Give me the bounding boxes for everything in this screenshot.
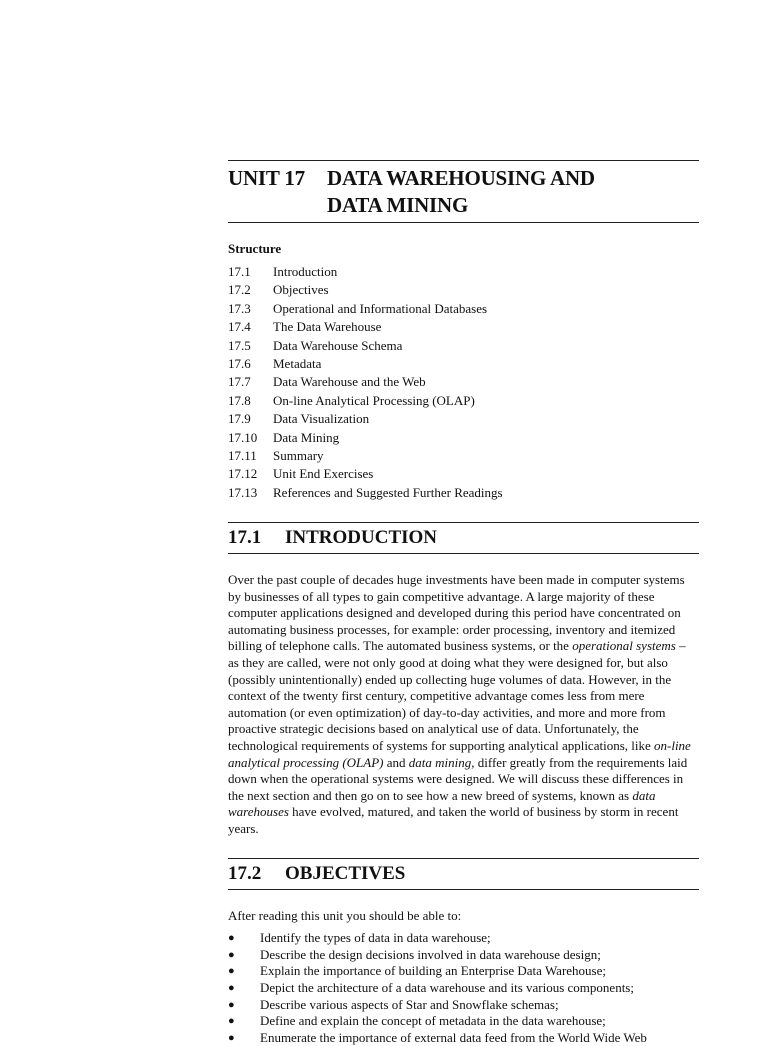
- structure-item-number: 17.9: [228, 411, 251, 427]
- structure-item-title: The Data Warehouse: [273, 319, 382, 335]
- objective-text: Define and explain the concept of metadata in the data warehouse;: [260, 1013, 606, 1029]
- structure-item-title: Data Mining: [273, 429, 340, 445]
- unit-bottom-rule: [228, 222, 699, 223]
- structure-item-number: 17.5: [228, 337, 251, 353]
- objective-text: Describe the design decisions involved in data warehouse design;: [260, 946, 601, 962]
- structure-item-number: 17.13: [228, 484, 258, 500]
- objectives-list: [228, 930, 699, 1046]
- structure-item: [228, 318, 699, 336]
- intro-text-5: have evolved, matured, and taken the world of business by storm in recent years.: [228, 804, 679, 836]
- bullet-icon: ●: [228, 948, 235, 961]
- intro-number: 17.1: [228, 527, 262, 549]
- intro-emphasis-olap: on-line analytical processing (OLAP): [228, 738, 691, 770]
- structure-item: [228, 392, 699, 410]
- structure-item-title: Summary: [273, 447, 324, 463]
- objective-item: [228, 1013, 699, 1030]
- structure-item-number: 17.7: [228, 374, 251, 390]
- structure-item-number: 17.8: [228, 392, 251, 408]
- objective-item: [228, 997, 699, 1014]
- structure-item-number: 17.1: [228, 264, 251, 279]
- structure-item: [228, 465, 699, 483]
- structure-item-title: Operational and Informational Databases: [273, 300, 488, 316]
- intro-bottom-rule: [228, 553, 699, 554]
- structure-item: [228, 337, 699, 355]
- structure-item: [228, 263, 699, 281]
- structure-item-title: Data Warehouse and the Web: [273, 374, 426, 390]
- structure-label: Structure: [228, 241, 282, 256]
- structure-item-number: 17.10: [228, 429, 258, 445]
- unit-title-line2: DATA MINING: [327, 193, 469, 217]
- bullet-icon: ●: [228, 981, 235, 994]
- bullet-icon: ●: [228, 1031, 235, 1044]
- structure-item: [228, 447, 699, 465]
- intro-emphasis-data-mining: data mining: [408, 754, 472, 770]
- intro-text-3: and: [383, 754, 409, 770]
- structure-item-title: References and Suggested Further Readings: [273, 484, 503, 500]
- intro-title: INTRODUCTION: [285, 527, 438, 549]
- structure-item: [228, 281, 699, 299]
- intro-paragraph: [228, 572, 699, 838]
- intro-emphasis-data-warehouses: data warehouses: [228, 787, 656, 820]
- unit-title: [327, 165, 595, 219]
- bullet-icon: ●: [228, 965, 235, 978]
- structure-item: [228, 300, 699, 318]
- intro-text-2: – as they are called, were not only good at doing what they were designed for, but also (possibly unintentionally) ended up collecting huge volumes of data. However, in the context of the twenty first century, competitive advantage comes less from mere automation (or even optimization) of day-to-day activities, and more and more from proactive strategic decisions based on analytical use of data. Unfortunately, the technological requirements of systems for supporting analytical applications, like: [228, 638, 686, 754]
- structure-list: [228, 263, 699, 502]
- objective-item: [228, 947, 699, 964]
- intro-text-1: Over the past couple of decades huge investments have been made in computer systems by businesses of all types to gain competitive advantage. A large majority of these computer applications designed and developed during this period have concentrated on automating business processes, for example: order processing, inventory and itemized billing of telephone calls. The automated business systems, or the: [228, 572, 685, 654]
- bullet-icon: ●: [228, 932, 235, 945]
- structure-item-number: 17.6: [228, 355, 251, 371]
- unit-title-line1: DATA WAREHOUSING AND: [327, 166, 595, 190]
- structure-item: [228, 355, 699, 373]
- structure-item-number: 17.11: [228, 447, 257, 463]
- objective-text: Depict the architecture of a data warehouse and its various components;: [260, 979, 634, 995]
- unit-number: UNIT 17: [228, 166, 305, 190]
- structure-item: [228, 429, 699, 447]
- objectives-heading: [228, 859, 699, 889]
- structure-item: [228, 484, 699, 502]
- objective-text: Identify the types of data in data warehouse;: [260, 930, 491, 946]
- structure-item-title: Introduction: [273, 264, 338, 279]
- structure-item: [228, 410, 699, 428]
- structure-item-title: Metadata: [273, 355, 322, 371]
- structure-item-number: 17.12: [228, 466, 258, 482]
- objective-item: [228, 980, 699, 997]
- structure-item-title: Objectives: [273, 282, 329, 298]
- structure-item-title: Unit End Exercises: [273, 466, 374, 482]
- objective-text: Explain the importance of building an Enterprise Data Warehouse;: [260, 963, 606, 979]
- structure-item-title: Data Visualization: [273, 411, 370, 427]
- structure-item-title: Data Warehouse Schema: [273, 337, 403, 353]
- structure-item-number: 17.4: [228, 319, 251, 335]
- objective-item: [228, 1030, 699, 1046]
- objective-text: Enumerate the importance of external data feed from the World Wide Web: [260, 1029, 647, 1045]
- objectives-bottom-rule: [228, 889, 699, 890]
- structure-item-number: 17.2: [228, 282, 251, 298]
- objective-item: [228, 930, 699, 947]
- objectives-number: 17.2: [228, 862, 262, 884]
- objective-item: [228, 963, 699, 980]
- intro-emphasis-operational-systems: operational systems: [572, 638, 676, 654]
- objectives-title: OBJECTIVES: [285, 862, 406, 884]
- structure-item: [228, 373, 699, 391]
- intro-heading: [228, 523, 699, 553]
- structure-item-title: On-line Analytical Processing (OLAP): [273, 392, 475, 408]
- bullet-icon: ●: [228, 998, 235, 1011]
- page-content: [228, 160, 699, 1046]
- intro-text-4: , differ greatly from the requirements laid down when the operational systems were designed. We will discuss these differences in the next section and then go on to see how a new breed of systems, known as: [228, 754, 688, 803]
- objective-text: Describe various aspects of Star and Snowflake schemas;: [260, 996, 559, 1012]
- unit-heading: [228, 161, 699, 222]
- bullet-icon: ●: [228, 1015, 235, 1028]
- structure-item-number: 17.3: [228, 300, 251, 316]
- objectives-lead: After reading this unit you should be able to:: [228, 907, 462, 923]
